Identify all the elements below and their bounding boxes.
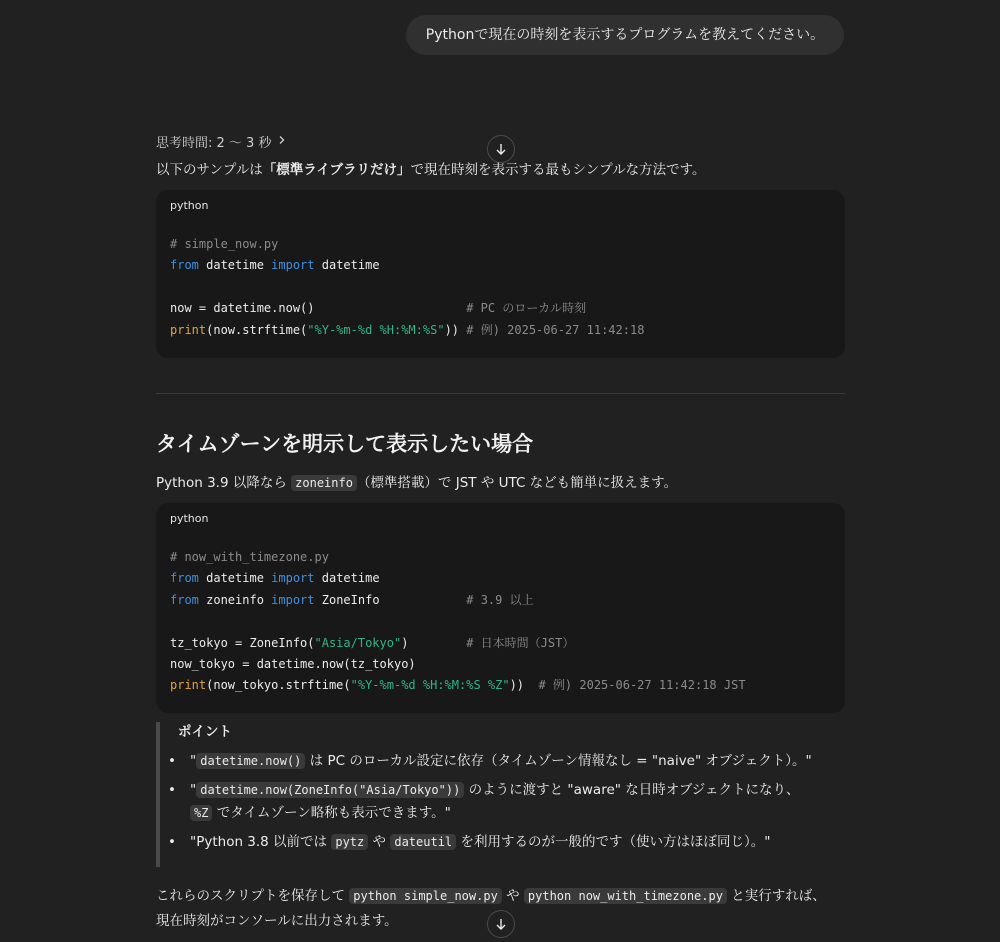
section2-paragraph	[156, 473, 846, 493]
intro-paragraph	[156, 160, 846, 180]
inline-code-simple-now: python simple_now.py	[349, 888, 502, 904]
section2-suffix: （標準搭載）で JST や UTC なども簡単に扱えます。	[356, 475, 678, 491]
user-message-bubble	[406, 15, 844, 55]
chevron-right-icon	[277, 134, 287, 149]
user-message-text: Pythonで現在の時刻を表示するプログラムを教えてください。	[425, 27, 825, 43]
code-block-simple-now	[156, 190, 845, 358]
inline-code-zoneinfo: zoneinfo	[291, 475, 357, 491]
points-title: ポイント	[178, 724, 232, 740]
code-block-timezone	[156, 503, 845, 713]
code-language-label: python	[170, 512, 209, 525]
points-blockquote	[156, 722, 846, 867]
code-language-label: python	[170, 199, 209, 212]
section-heading: タイムゾーンを明示して表示したい場合	[156, 432, 534, 456]
arrow-down-icon	[494, 917, 508, 931]
thinking-toggle[interactable]	[156, 132, 287, 151]
inline-code-timezone: python now_with_timezone.py	[524, 888, 727, 904]
thinking-label: 思考時間: 2 〜 3 秒	[156, 136, 272, 151]
intro-bold: 「標準ライブラリだけ」	[262, 162, 411, 178]
closing-prefix: これらのスクリプトを保存して	[156, 888, 350, 904]
code-content[interactable]: # simple_now.py from datetime import datetime now = datetime.now() # PC のローカル時刻 print(now.strftime("%Y-%m-%d %H:%M:%S")) # 例) 2025-06-27 11:42:18	[170, 237, 645, 337]
intro-prefix: 以下のサンプルは	[156, 162, 263, 178]
code-content[interactable]: # now_with_timezone.py from datetime import datetime from zoneinfo import ZoneInfo # 3.9 以上 tz_tokyo = ZoneInfo("Asia/Tokyo") # 日本時間（JST） now_tokyo = datetime.now(tz_tokyo) print(now_tokyo.strftime("%Y-%m-%d %H:%M:%S %Z")) # 例) 2025-06-27 11:42:18 JST	[170, 550, 746, 693]
arrow-down-icon	[494, 142, 508, 156]
intro-suffix: で現在時刻を表示する最もシンプルな方法です。	[410, 162, 706, 178]
list-item: • " datetime.now(ZoneInfo("Asia/Tokyo")) のように渡すと "aware" な日時オブジェクトになり、 %Z でタイムゾーン略称も表示できます。"	[190, 779, 840, 825]
list-item: • " datetime.now() は PC のローカル設定に依存（タイムゾーン情報なし = "naive" オブジェクト）。"	[190, 750, 840, 773]
section2-prefix: Python 3.9 以降なら	[156, 475, 292, 491]
scroll-to-bottom-button[interactable]	[487, 910, 515, 938]
scroll-down-button[interactable]	[487, 135, 515, 163]
closing-suffix: と実行すれば、現在時刻がコンソールに出力されます。	[156, 888, 826, 929]
section-divider	[156, 393, 845, 394]
list-item: • "Python 3.8 以前では pytz や dateutil を利用するのが一般的です（使い方はほぼ同じ）。"	[190, 831, 840, 854]
closing-mid: や	[501, 888, 524, 904]
